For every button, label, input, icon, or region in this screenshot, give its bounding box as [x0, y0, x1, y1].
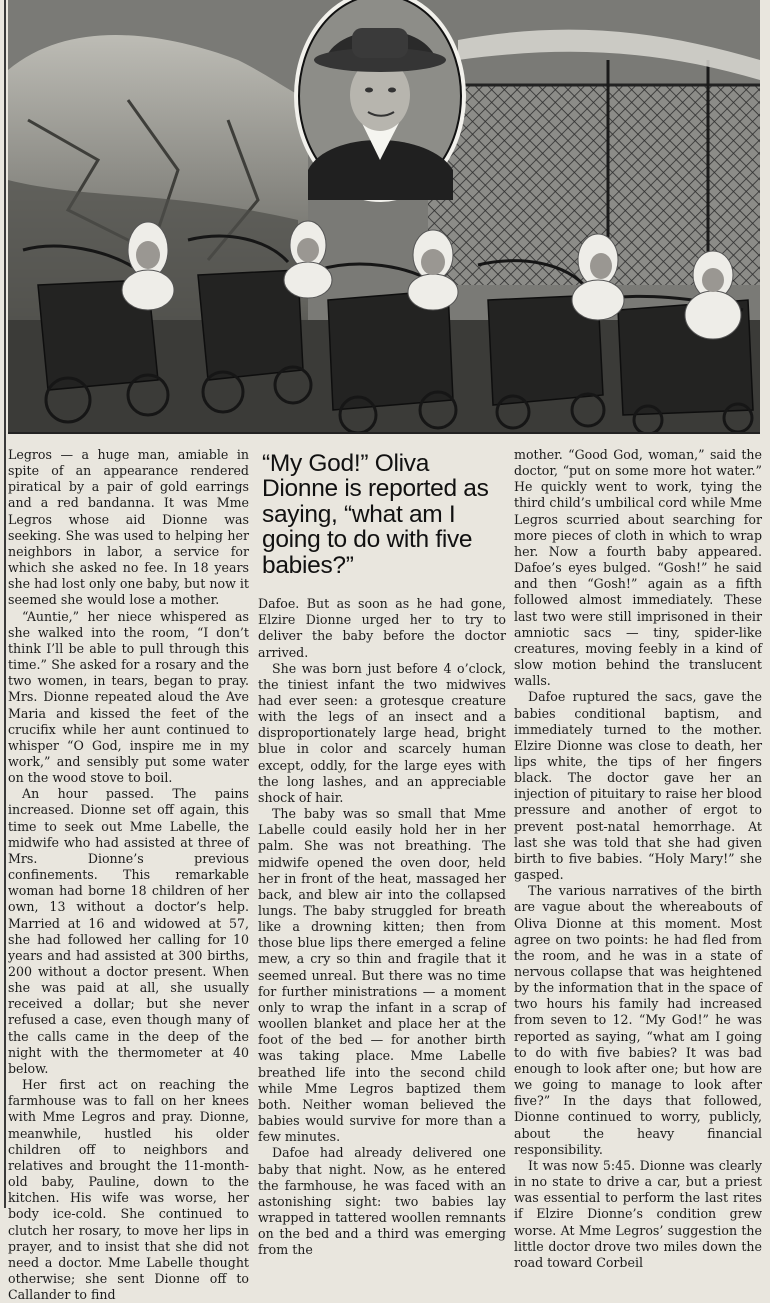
quintuplets-photo — [8, 0, 760, 434]
paragraph: Dafoe. But as soon as he had gone, Elzire Dionne urged her to try to deliver the baby before the doctor arrived. — [258, 596, 506, 660]
paragraph: Legros — a huge man, amiable in spite of an appearance rendered piratical by a pair of gold earrings and a red bandanna. It was Mme Legros whose aid Dionne was seeking. She was used to helping her neighbors in labor, a service for which she asked no fee. In 18 years she had lost only one baby, but now it seemed she would lose a mother. — [8, 447, 249, 608]
quintuplets-in-prams-icon — [8, 0, 760, 432]
article-column-3 — [514, 447, 762, 1271]
paragraph: The baby was so small that Mme Labelle could easily hold her in her palm. She was not breathing. The midwife opened the oven door, held her in front of the heat, massaged her back, and blew air into the collapsed lungs. The baby struggled for breath like a drowning kitten; then from those blue lips there emerged a feline mew, a cry so thin and fragile that it seemed unreal. But there was no time for further ministrations — a moment only to wrap the infant in a scrap of woollen blanket and place her at the foot of the bed — for another birth was taking place. Mme Labelle breathed life into the second child while Mme Legros baptized them both. Neither woman believed the babies would survive for more than a few minutes. — [258, 806, 506, 1145]
paragraph: Her first act on reaching the farmhouse was to fall on her knees with Mme Legros and pray. Dionne, meanwhile, hustled his older children off to neighbors and relatives and brought the 11-month-old baby, Pauline, down to the kitchen. His wife was worse, her body ice-cold. She continued to clutch her rosary, to move her lips in prayer, and to insist that she did not need a doctor. Mme Labelle thought otherwise; she sent Dionne off to Callander to find — [8, 1077, 249, 1303]
article-column-1 — [8, 447, 249, 1303]
page-edge-rule — [4, 0, 6, 1208]
paragraph: The various narratives of the birth are vague about the whereabouts of Oliva Dionne at this moment. Most agree on two points: he had fled from the room, and he was in a state of nervous collapse that was heightened by the information that in the space of two hours his family had increased from seven to 12. “My God!” he was reported as saying, “what am I going to do with five babies? It was bad enough to look after one; but how are we going to manage to look after five?” In the days that followed, Dionne continued to worry, publicly, about the heavy financial responsibility. — [514, 883, 762, 1157]
paragraph: Dafoe had already delivered one baby that night. Now, as he entered the farmhouse, he was faced with an astonishing sight: two babies lay wrapped in tattered woollen remnants on the bed and a third was emerging from the — [258, 1145, 506, 1258]
man-in-hat-portrait-icon — [294, 0, 466, 202]
paragraph: Dafoe ruptured the sacs, gave the babies conditional baptism, and immediately turned to the mother. Elzire Dionne was close to death, her lips white, the tips of her fingers black. The doctor gave her an injection of pituitary to raise her blood pressure and another of ergot to prevent post-natal hemorrhage. At last she was told that she had given birth to five babies. “Holy Mary!” she gasped. — [514, 689, 762, 883]
article-column-2 — [258, 447, 506, 1258]
paragraph: An hour passed. The pains increased. Dionne set off again, this time to seek out Mme Labelle, the midwife who had assisted at three of Mrs. Dionne’s previous confinements. This remarkable woman had borne 18 children of her own, 13 without a doctor’s help. Married at 16 and widowed at 57, she had followed her calling for 10 years and had assisted at 300 births, 200 without a doctor present. When she was paid at all, she usually received a dollar; but she never refused a case, even though many of the calls came in the deep of the night with the thermometer at 40 below. — [8, 786, 249, 1076]
paragraph: mother. “Good God, woman,” said the doctor, “put on some more hot water.” He quickly went to work, tying the third child’s umbilical cord while Mme Legros scurried about searching for more pieces of cloth in which to wrap her. Now a fourth baby appeared. Dafoe’s eyes bulged. “Gosh!” he said and then “Gosh!” again as a fifth followed almost immediately. These last two were still imprisoned in their amniotic sacs — tiny, spider-like creatures, moving feebly in a kind of slow motion behind the translucent walls. — [514, 447, 762, 689]
paragraph: It was now 5:45. Dionne was clearly in no state to drive a car, but a priest was essential to perform the last rites if Elzire Dionne’s condition grew worse. At Mme Legros’ suggestion the little doctor drove two miles down the road toward Corbeil — [514, 1157, 762, 1270]
paragraph: “Auntie,” her niece whispered as she walked into the room, “I don’t think I’ll be able to pull through this time.” She asked for a rosary and the two women, in tears, began to pray. Mrs. Dionne repeated aloud the Ave Maria and kissed the feet of the crucifix while her aunt continued to whisper “O God, inspire me in my work,” and sensibly put some water on the wood stove to boil. — [8, 608, 249, 786]
pull-quote: “My God!” Oliva Dionne is reported as saying, “what am I going to do with five babies?” — [262, 450, 489, 579]
paragraph: She was born just before 4 o’clock, the tiniest infant the two midwives had ever seen: a grotesque creature with the legs of an insect and a disproportionately large head, bright blue in color and scarcely human except, oddly, for the large eyes with the long lashes, and an appreciable shock of hair. — [258, 660, 506, 805]
